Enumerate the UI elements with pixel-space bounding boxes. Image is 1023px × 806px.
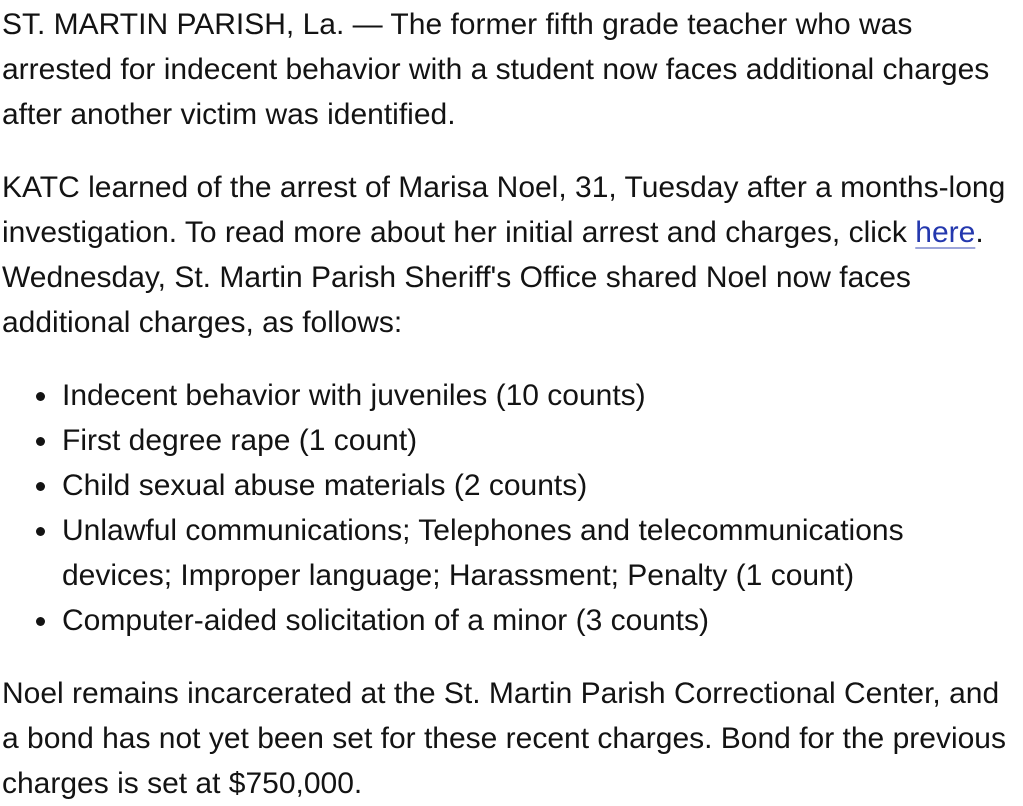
charges-list-item: • Child sexual abuse materials (2 counts) <box>60 463 1015 508</box>
paragraph-2-after-link: . Wednesday, St. Martin Parish Sheriff's Office shared Noel now faces additional charges, as follows: <box>2 216 984 339</box>
paragraph-lede <box>2 2 1015 137</box>
here-link[interactable]: here <box>915 216 976 249</box>
charges-list-item: • Unlawful communications; Telephones and telecommunications devices; Improper language; Harassment; Penalty (1 count) <box>60 508 1015 598</box>
paragraph-bond-status <box>2 671 1015 806</box>
charges-list <box>2 373 1015 643</box>
charges-list-item: • Computer-aided solicitation of a minor (3 counts) <box>60 598 1015 643</box>
paragraph-arrest-details <box>2 165 1015 345</box>
paragraph-bond-status-text: Noel remains incarcerated at the St. Martin Parish Correctional Center, and a bond has not yet been set for these recent charges. Bond for the previous charges is set at $750,000. <box>2 677 1006 800</box>
paragraph-2-before-link: KATC learned of the arrest of Marisa Noel, 31, Tuesday after a months-long investigation. To read more about her initial arrest and charges, click <box>2 171 1006 249</box>
charges-list-item: • First degree rape (1 count) <box>60 418 1015 463</box>
charges-list-item: • Indecent behavior with juveniles (10 counts) <box>60 373 1015 418</box>
paragraph-lede-text: ST. MARTIN PARISH, La. — The former fifth grade teacher who was arrested for indecent behavior with a student now faces additional charges after another victim was identified. <box>2 8 990 131</box>
